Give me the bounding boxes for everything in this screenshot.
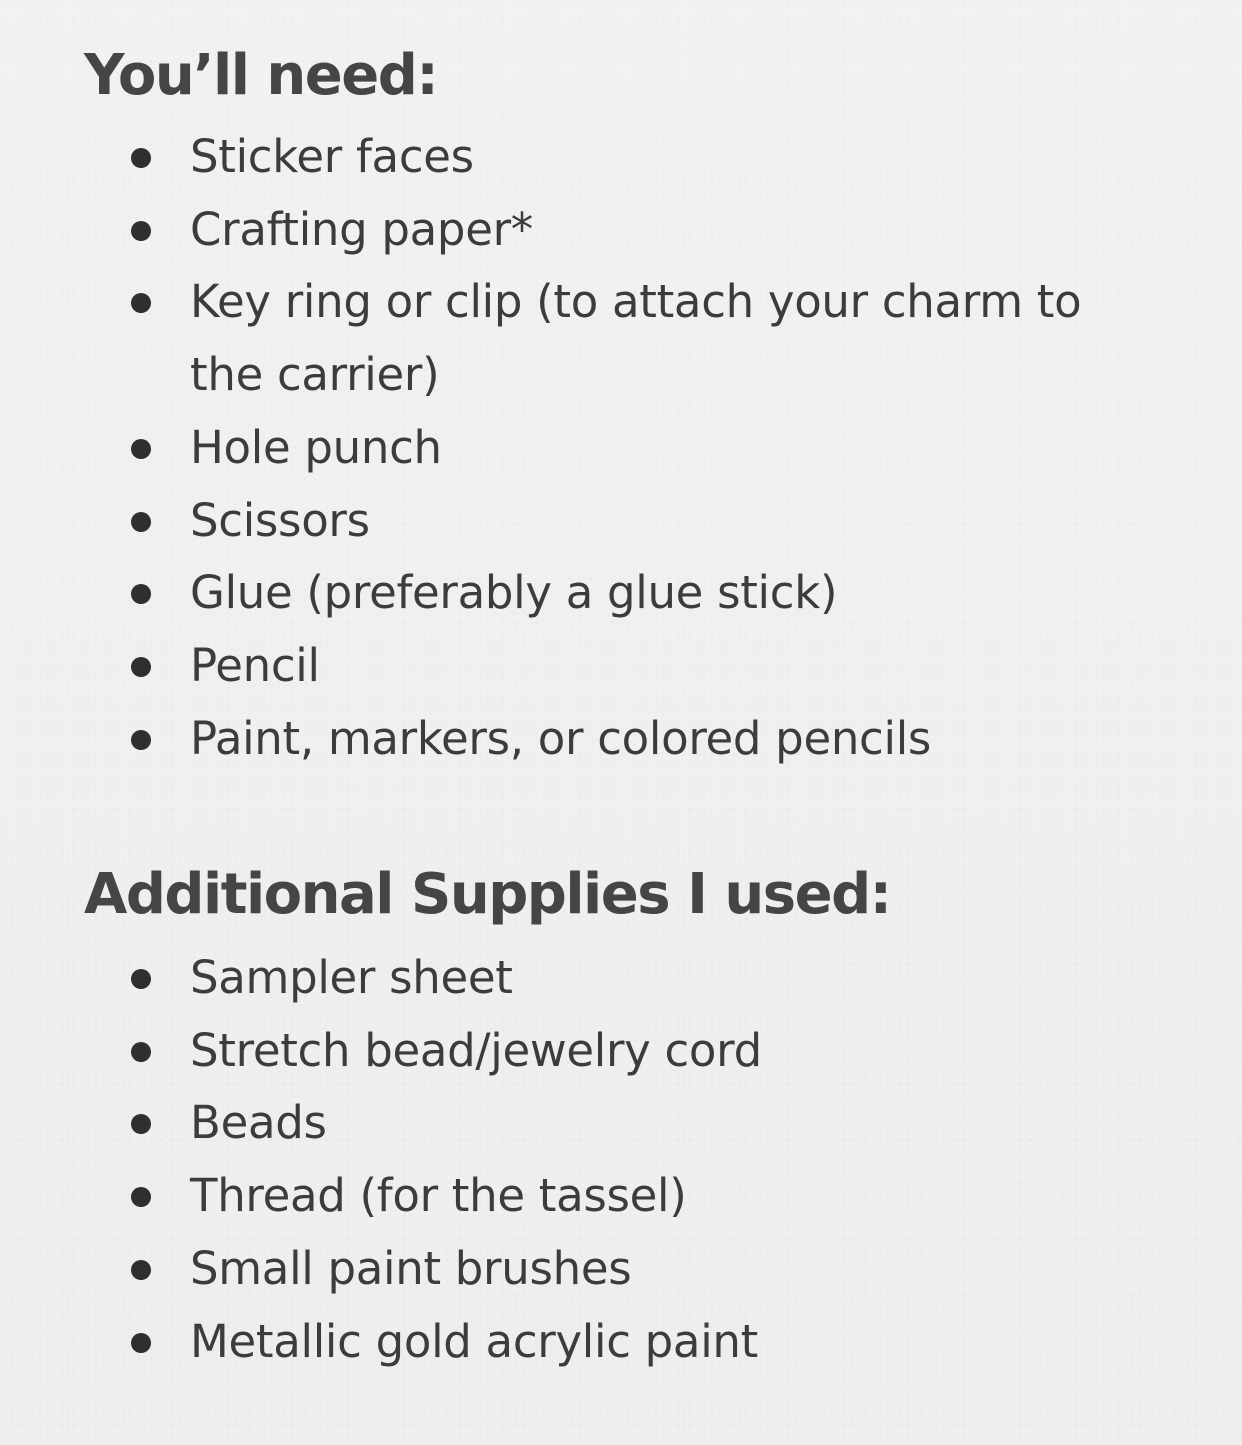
list-item — [0, 1160, 1130, 1233]
list-item — [0, 485, 1130, 558]
bullet-icon — [131, 148, 151, 168]
list-item-label: Sticker faces — [190, 130, 474, 183]
list-item-label: Key ring or clip (to attach your charm to the carrier) — [190, 275, 1082, 402]
list-item-label: Hole punch — [190, 420, 442, 474]
list-item-label: Paint, markers, or colored pencils — [190, 711, 932, 765]
list-item-label: Thread (for the tassel) — [190, 1169, 687, 1223]
list-item-label: Pencil — [190, 638, 320, 692]
bullet-icon — [131, 512, 151, 532]
bullet-icon — [131, 584, 151, 604]
list-item — [0, 1015, 1130, 1088]
bullet-icon — [131, 969, 151, 989]
supply-list-additional — [0, 942, 1130, 1378]
bullet-icon — [131, 1333, 151, 1353]
section-heading-additional-supplies: Additional Supplies I used: — [84, 862, 891, 927]
bullet-icon — [131, 657, 151, 677]
list-item — [0, 121, 1130, 194]
bullet-icon — [131, 439, 151, 459]
list-item-label: Crafting paper* — [190, 202, 533, 256]
list-item — [0, 266, 1130, 411]
bullet-icon — [131, 730, 151, 750]
list-item-label: Glue (preferably a glue stick) — [190, 566, 838, 620]
list-item-label: Stretch bead/jewelry cord — [190, 1023, 762, 1077]
list-item — [0, 557, 1130, 630]
list-item — [0, 942, 1130, 1015]
bullet-icon — [131, 1042, 151, 1062]
list-item — [0, 194, 1130, 267]
list-item — [0, 1306, 1130, 1379]
list-item — [0, 1087, 1130, 1160]
supply-list-required — [0, 121, 1130, 775]
list-item — [0, 1233, 1130, 1306]
bullet-icon — [131, 221, 151, 241]
list-item-label: Small paint brushes — [190, 1241, 632, 1295]
list-item — [0, 703, 1130, 776]
list-item-label: Metallic gold acrylic paint — [190, 1314, 758, 1368]
bullet-icon — [131, 1260, 151, 1280]
bullet-icon — [131, 293, 151, 313]
list-item-label: Sampler sheet — [190, 951, 513, 1004]
section-heading-youll-need: You’ll need: — [84, 43, 438, 108]
list-item-label: Scissors — [190, 493, 370, 547]
bullet-icon — [131, 1114, 151, 1134]
bullet-icon — [131, 1187, 151, 1207]
list-item — [0, 630, 1130, 703]
list-item — [0, 412, 1130, 485]
list-item-label: Beads — [190, 1096, 327, 1150]
